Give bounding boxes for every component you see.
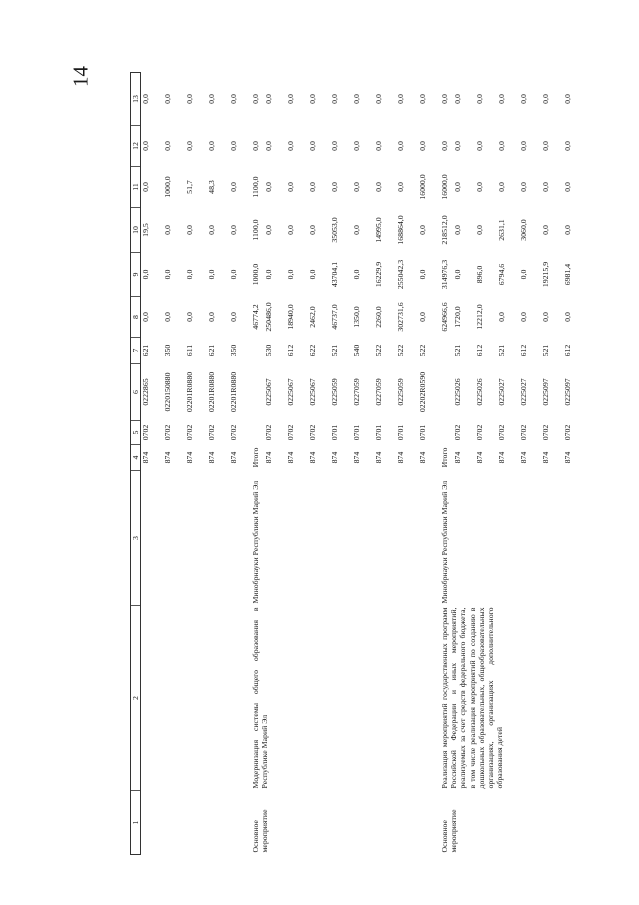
table-cell: 14995,0: [374, 217, 383, 243]
table-cell: 0702: [229, 424, 238, 441]
table-cell: 0,0: [308, 269, 317, 280]
table-cell: 46774,2: [251, 304, 260, 330]
table-cell: 612: [286, 344, 295, 357]
table-cell: 46737,0: [330, 304, 339, 330]
table-cell: 168864,0: [396, 215, 405, 245]
table-cell: 0,0: [330, 141, 339, 151]
column-number-2: 2: [131, 606, 141, 791]
activity-type: Основное мероприятие: [440, 809, 459, 853]
table-cell: 874: [475, 451, 484, 464]
column-number-6: 6: [131, 364, 141, 421]
table-cell: 0,0: [475, 182, 484, 192]
activity-name: Модернизация системы общего образования в Республике Марий Эл: [251, 607, 270, 789]
table-cell: 0,0: [163, 94, 172, 104]
table-cell: 16000,0: [440, 174, 449, 200]
table-cell: 0,0: [229, 94, 238, 104]
table-cell: 0,0: [519, 269, 528, 280]
table-cell: [251, 364, 264, 421]
table-cell: [440, 421, 453, 445]
column-number-13: 13: [131, 73, 141, 126]
table-cell: 19215,9: [541, 261, 550, 288]
table-cell: 0225067: [308, 378, 317, 406]
table-cell: [251, 338, 264, 364]
table-cell: 1000,0: [251, 263, 260, 286]
table-cell: 0,0: [541, 312, 550, 322]
total-row: [440, 73, 453, 855]
table-cell: 0,0: [141, 312, 150, 322]
table-cell: 874: [352, 451, 361, 464]
table-cell: 0,0: [185, 94, 194, 104]
table-cell: 0,0: [563, 312, 572, 322]
table-cell: 0227059: [352, 378, 361, 406]
table-cell: 622: [308, 344, 317, 357]
table-cell: 0,0: [308, 94, 317, 104]
table-cell: 874: [141, 451, 150, 464]
responsible-executor: Минобрнауки Республики Марий Эл: [251, 480, 260, 604]
table-cell: 521: [541, 344, 550, 357]
table-cell: 314976,3: [440, 259, 449, 290]
table-cell: 0225027: [519, 378, 528, 406]
table-cell: 0,0: [185, 269, 194, 280]
column-number-7: 7: [131, 338, 141, 364]
table-cell: 12212,0: [475, 304, 484, 330]
table-cell: 0,0: [308, 182, 317, 192]
table-cell: [440, 338, 453, 364]
table-cell: 0225059: [330, 378, 339, 406]
table-cell: 0,0: [541, 182, 550, 192]
table-cell: 612: [563, 344, 572, 357]
column-number-11: 11: [131, 167, 141, 208]
table-cell: 02201R0880: [229, 371, 238, 413]
table-cell: 3060,0: [519, 219, 528, 241]
table-cell: 0,0: [563, 94, 572, 104]
table-cell: 874: [185, 451, 194, 464]
table-cell: 2631,1: [497, 219, 506, 241]
table-cell: 0,0: [251, 141, 260, 151]
table-cell: 0225027: [497, 378, 506, 406]
table-cell: 218512,0: [440, 215, 449, 245]
table-cell: 0,0: [141, 182, 150, 192]
table-cell: 0,0: [440, 141, 449, 151]
table-cell: 0,0: [264, 182, 273, 192]
table-cell: 0,0: [563, 141, 572, 151]
table-cell: 0,0: [352, 141, 361, 151]
activity-name: Реализация мероприятий государственных программ Российской Федерации и иных мероприятий, реализуемых за счет средств федерального бюджета, в том числе реализация мероприятий по созданию в дошкольных образовательных, общеобразовательных организациях, организациях дополнительного образования детей: [440, 607, 505, 789]
table-cell: 0,0: [264, 225, 273, 235]
table-cell: 16229,9: [374, 261, 383, 288]
table-cell: 02201R0880: [185, 371, 194, 413]
table-cell: 0,0: [185, 312, 194, 322]
table-cell: 0,0: [286, 225, 295, 235]
table-body: [141, 73, 586, 855]
table-cell: 0,0: [207, 312, 216, 322]
table-cell: 0225067: [286, 378, 295, 406]
table-cell: 0,0: [418, 312, 427, 322]
table-cell: 1350,0: [352, 306, 361, 328]
table-cell: 540: [352, 344, 361, 357]
column-number-9: 9: [131, 253, 141, 297]
table-cell: 611: [185, 344, 194, 357]
table-cell: 0702: [475, 424, 484, 441]
table-cell: 0225097: [541, 378, 550, 406]
table-cell: 621: [207, 344, 216, 357]
table-cell: 0,0: [141, 269, 150, 280]
table-cell: 0,0: [396, 182, 405, 192]
table-cell: 624966,6: [440, 302, 449, 332]
table-cell: 0,0: [563, 225, 572, 235]
table-cell: 0,0: [418, 141, 427, 151]
table-cell: 874: [374, 451, 383, 464]
table-cell: 521: [497, 344, 506, 357]
table-cell: 0225067: [264, 378, 273, 406]
table-cell: 0702: [286, 424, 295, 441]
table-cell: 0,0: [185, 141, 194, 151]
table-cell: 0,0: [264, 269, 273, 280]
table-cell: 6794,6: [497, 263, 506, 286]
table-cell: 0702: [519, 424, 528, 441]
column-number-10: 10: [131, 208, 141, 253]
table-cell: 0702: [541, 424, 550, 441]
table-cell: 2260,0: [374, 306, 383, 328]
table-cell: 302731,6: [396, 302, 405, 332]
table-cell: 0,0: [352, 94, 361, 104]
table-row: [141, 73, 164, 855]
table-cell: 0,0: [541, 225, 550, 235]
table-cell: 874: [541, 451, 550, 464]
table-cell: 250486,0: [264, 302, 273, 332]
table-cell: 874: [207, 451, 216, 464]
table-cell: 0,0: [229, 312, 238, 322]
table-cell: 0,0: [374, 141, 383, 151]
table-cell: 18940,0: [286, 304, 295, 330]
table-cell: 874: [453, 451, 462, 464]
table-cell: 0227059: [374, 378, 383, 406]
table-cell: 0222865: [141, 378, 150, 406]
table-cell: 350: [163, 344, 172, 357]
column-number-12: 12: [131, 126, 141, 167]
table-cell: 1000,0: [163, 176, 172, 198]
table-cell: 0,0: [453, 225, 462, 235]
table-cell: 874: [418, 451, 427, 464]
responsible-executor: Минобрнауки Республики Марий Эл: [440, 480, 449, 604]
table-cell: 0,0: [163, 269, 172, 280]
table-cell: 0,0: [440, 94, 449, 104]
table-cell: 1720,0: [453, 306, 462, 328]
table-cell: 0,0: [453, 94, 462, 104]
table-cell: 0,0: [475, 225, 484, 235]
table-cell: 0,0: [418, 225, 427, 235]
table-cell: 0701: [418, 424, 427, 441]
table-cell: 874: [497, 451, 506, 464]
table-cell: 0,0: [374, 182, 383, 192]
page-number: 14: [68, 66, 93, 87]
table-cell: 874: [163, 451, 172, 464]
column-number-3: 3: [131, 471, 141, 606]
table-cell: 0,0: [163, 141, 172, 151]
table-cell: 0,0: [453, 269, 462, 280]
table-cell: 0,0: [418, 94, 427, 104]
table-cell: 0,0: [286, 141, 295, 151]
total-row: [251, 73, 264, 855]
table-cell: 51,7: [185, 180, 194, 194]
table-cell: 0,0: [264, 94, 273, 104]
table-cell: 0,0: [453, 141, 462, 151]
table-cell: 0,0: [352, 225, 361, 235]
table-cell: 874: [286, 451, 295, 464]
table-cell: 0,0: [163, 312, 172, 322]
table-cell: 874: [308, 451, 317, 464]
empty-cell: [141, 471, 252, 855]
table-cell: 0702: [308, 424, 317, 441]
table-cell: 48,3: [207, 180, 216, 194]
table-cell: 0702: [497, 424, 506, 441]
column-number-header: [131, 73, 141, 855]
table-cell: 0,0: [229, 141, 238, 151]
table-cell: 19,5: [141, 223, 150, 237]
table-cell: 0,0: [207, 225, 216, 235]
total-label: Итого: [251, 447, 260, 468]
table-cell: 350: [229, 344, 238, 357]
table-cell: 0,0: [141, 141, 150, 151]
table-cell: 0,0: [229, 225, 238, 235]
table-cell: 0,0: [229, 269, 238, 280]
table-cell: 0,0: [264, 141, 273, 151]
table-cell: 43704,1: [330, 261, 339, 288]
table-cell: 530: [264, 344, 273, 357]
table-cell: 0702: [141, 424, 150, 441]
table-cell: 0,0: [330, 182, 339, 192]
table-cell: 522: [374, 344, 383, 357]
column-number-8: 8: [131, 297, 141, 338]
table-cell: 0,0: [251, 94, 260, 104]
table-cell: 0,0: [141, 94, 150, 104]
table-cell: 0702: [453, 424, 462, 441]
table-cell: 0,0: [207, 269, 216, 280]
table-cell: 0225026: [453, 378, 462, 406]
total-label: Итого: [440, 447, 449, 468]
table-cell: 522: [418, 344, 427, 357]
table-cell: 02201R0880: [207, 371, 216, 413]
column-number-4: 4: [131, 445, 141, 471]
table-cell: 0,0: [286, 269, 295, 280]
table-cell: [440, 364, 453, 421]
table-cell: 522: [396, 344, 405, 357]
table-cell: 0,0: [352, 182, 361, 192]
table-cell: 874: [396, 451, 405, 464]
table-cell: 521: [453, 344, 462, 357]
table-cell: 35053,0: [330, 217, 339, 243]
table-cell: 0225026: [475, 378, 484, 406]
table-cell: 0702: [264, 424, 273, 441]
table-cell: 0,0: [541, 94, 550, 104]
table-cell: 0,0: [541, 141, 550, 151]
table-cell: 0,0: [519, 141, 528, 151]
table-cell: 0,0: [207, 141, 216, 151]
budget-table: [130, 72, 585, 855]
table-cell: 0,0: [418, 269, 427, 280]
table-cell: 0,0: [396, 94, 405, 104]
activity-type: Основное мероприятие: [251, 809, 270, 853]
table-cell: 0702: [185, 424, 194, 441]
table-cell: 0,0: [308, 225, 317, 235]
table-cell: 612: [519, 344, 528, 357]
table-cell: 896,0: [475, 265, 484, 284]
table-cell: 612: [475, 344, 484, 357]
table-cell: 0701: [396, 424, 405, 441]
table-cell: 0701: [374, 424, 383, 441]
table-cell: 1100,0: [251, 176, 260, 198]
table-cell: 0,0: [286, 182, 295, 192]
table-cell: 0702: [563, 424, 572, 441]
table-cell: 255042,3: [396, 259, 405, 290]
column-number-1: 1: [131, 791, 141, 855]
table-cell: 0,0: [453, 182, 462, 192]
table-cell: 0,0: [497, 182, 506, 192]
table-cell: [251, 421, 264, 445]
table-cell: 0225097: [563, 378, 572, 406]
table-cell: 0,0: [185, 225, 194, 235]
table-cell: 0,0: [330, 94, 339, 104]
table-cell: 0,0: [475, 94, 484, 104]
table-cell: 621: [141, 344, 150, 357]
table-cell: 0,0: [396, 141, 405, 151]
table-cell: 874: [563, 451, 572, 464]
table-cell: 0702: [207, 424, 216, 441]
table-cell: 0,0: [497, 94, 506, 104]
table-cell: 0,0: [229, 182, 238, 192]
table-cell: 0,0: [563, 182, 572, 192]
table-cell: 874: [519, 451, 528, 464]
column-number-5: 5: [131, 421, 141, 445]
table-cell: 0,0: [308, 141, 317, 151]
table-cell: 0701: [330, 424, 339, 441]
table-cell: 0,0: [497, 312, 506, 322]
table-cell: 0,0: [497, 141, 506, 151]
table-cell: 0225059: [396, 378, 405, 406]
table-cell: 0701: [352, 424, 361, 441]
table-cell: 874: [264, 451, 273, 464]
table-cell: 02202R0590: [418, 371, 427, 413]
table-cell: 0,0: [519, 94, 528, 104]
table-cell: 0,0: [519, 312, 528, 322]
table-cell: 16000,0: [418, 174, 427, 200]
table-cell: 0,0: [286, 94, 295, 104]
table-cell: 0702: [163, 424, 172, 441]
table-cell: 0220150880: [163, 372, 172, 412]
table-cell: 0,0: [519, 182, 528, 192]
table-cell: 0,0: [374, 94, 383, 104]
table-cell: 0,0: [163, 225, 172, 235]
table-cell: 0,0: [475, 141, 484, 151]
table-cell: 521: [330, 344, 339, 357]
table-cell: 6981,4: [563, 263, 572, 286]
table-cell: 874: [330, 451, 339, 464]
table-cell: 1100,0: [251, 219, 260, 241]
table-cell: 2462,0: [308, 306, 317, 328]
table-cell: 874: [229, 451, 238, 464]
table-cell: 0,0: [207, 94, 216, 104]
table-cell: 0,0: [352, 269, 361, 280]
